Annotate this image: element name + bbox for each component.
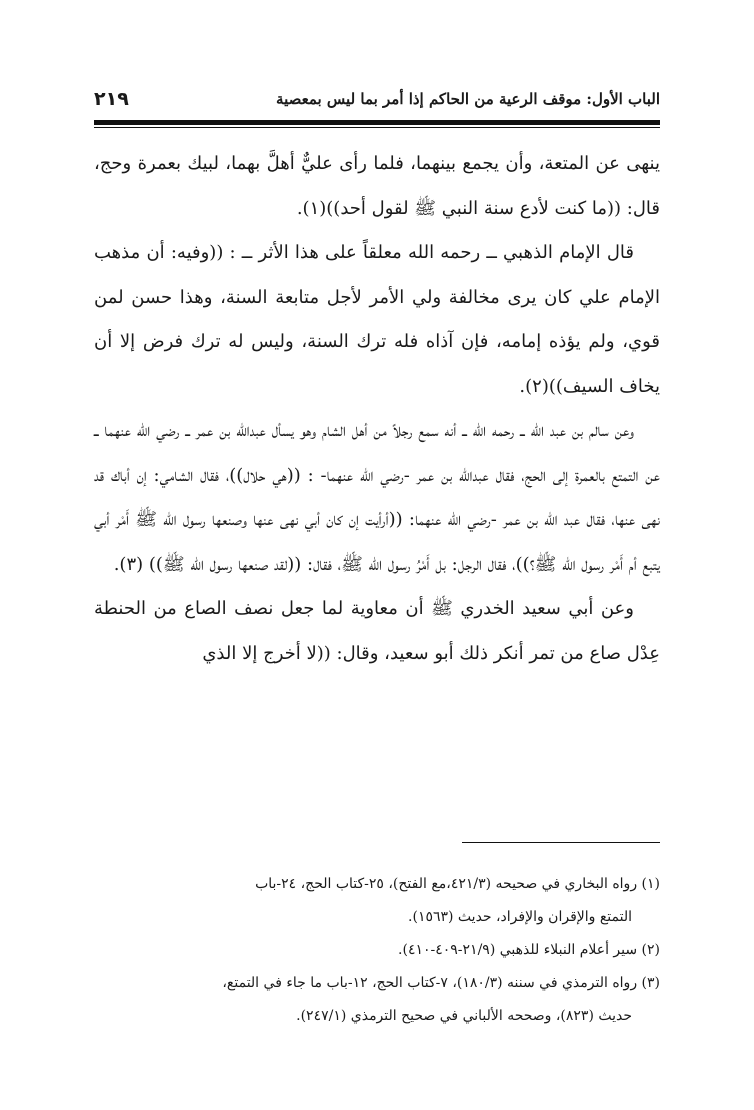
footnote-separator <box>462 842 660 843</box>
running-header <box>94 82 660 116</box>
page-number: ٢١٩ <box>94 88 129 110</box>
paragraph-3: وعن سالم بن عبد الله ــ رحمه الله ــ أنه سمع رجلاً من أهل الشام وهو يسأل عبدالله بن عمر ــ رضي الله عنهما ــ عن التمتع بالعمرة إلى الحج، فقال عبدالله بن عمر -رضي الله عنهما- : ((هي حلال))، فقال الشامي: إن أباك قد نهى عنها، فقال عبد الله بن عمر -رضي الله عنهما: ((أرأيت إن كان أبي نهى عنها وصنعها رسول الله ﷺ أَمْر أبي يتبع أم أَمْر رسول الله ﷺ؟))، فقال الرجل: بل أَمْرُ رسول الله ﷺ، فقال: ((لقد صنعها رسول الله ﷺ)) (٣). <box>94 420 660 575</box>
header-rule-thick <box>94 120 660 125</box>
footnotes <box>94 868 660 1033</box>
footnote-2: (٢) سير أعلام النبلاء للذهبي (٢١/٩-٤٠٩-٤١٠). <box>398 942 660 958</box>
footnote-1: (١) رواه البخاري في صحيحه (٤٢١/٣،مع الفتح)، ٢٥-كتاب الحج، ٢٤-باب <box>255 876 660 892</box>
footnote-3: (٣) رواه الترمذي في سننه (١٨٠/٣)، ٧-كتاب الحج، ١٢-باب ما جاء في التمتع، <box>222 975 660 991</box>
footnote-3-continued: حديث (٨٢٣)، وصححه الألباني في صحيح الترمذي (٢٤٧/١). <box>296 1008 632 1024</box>
footnote-1-continued: التمتع والإقران والإفراد، حديث (١٥٦٣). <box>408 909 632 925</box>
chapter-title: الباب الأول: موقف الرعية من الحاكم إذا أمر بما ليس بمعصية <box>276 90 660 108</box>
paragraph-4: وعن أبي سعيد الخدري ﷺ أن معاوية لما جعل نصف الصاع من الحنطة عِدْل صاع من تمر أنكر ذلك أبو سعيد، وقال: ((لا أخرج إلا الذي <box>94 598 660 664</box>
main-text <box>94 142 660 676</box>
paragraph-1: ينهى عن المتعة، وأن يجمع بينهما، فلما رأى عليٌّ أهلَّ بهما، لبيك بعمرة وحج، قال: ((ما كنت لأدع سنة النبي ﷺ لقول أحد))(١). <box>94 153 660 219</box>
header-rule-thin <box>94 127 660 128</box>
paragraph-2: قال الإمام الذهبي ــ رحمه الله معلقاً على هذا الأثر ــ : ((وفيه: أن مذهب الإمام علي كان يرى مخالفة ولي الأمر لأجل متابعة السنة، وهذا حسن لمن قوي، ولم يؤذه إمامه، فإن آذاه فله ترك السنة، وليس له ترك فرض إلا أن يخاف السيف))(٢). <box>94 242 660 397</box>
